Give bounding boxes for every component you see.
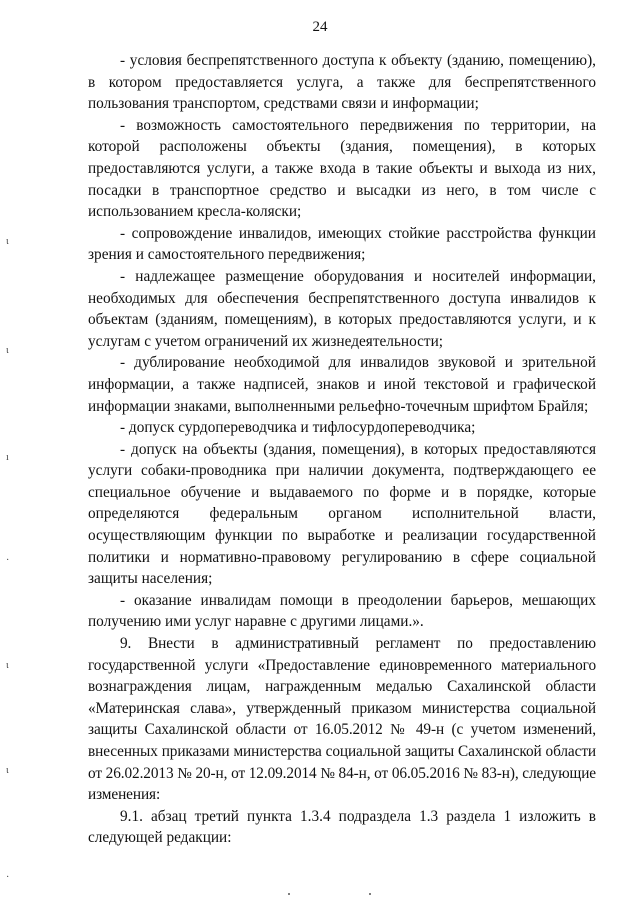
paragraph-equipment-placement: - надлежащее размещение оборудования и носителей информации, необходимых для обеспечения беспрепятственного доступа инвалидов к объектам (зданиям, помещениям), в которых предоставляются услуги, и к услугам с учетом ограничений их жизнедеятельности;: [88, 267, 596, 350]
scan-speck: ɩ: [6, 236, 9, 247]
paragraph-guide-dog: - допуск на объекты (здания, помещения), в которых предоставляются услуги собаки-проводника при наличии документа, подтверждающего ее специальное обучение и выдаваемого по форме и в порядке, которые определяются федеральным органом исполнительной власти, осуществляющим функции по выработке и реализации государственной политики и нормативно-правовому регулированию в сфере социальной защиты населения;: [88, 440, 596, 588]
scan-speck: ɩ: [6, 345, 9, 356]
scan-speck: [288, 893, 290, 895]
paragraph-information-duplication: - дублирование необходимой для инвалидов звуковой и зрительной информации, а также надписей, знаков и иной текстовой и графической информации знаками, выполненными рельефно-точечным шрифтом Брайля;: [88, 354, 596, 415]
paragraph-interpreter-admission: - допуск сурдопереводчика и тифлосурдопереводчика;: [120, 419, 476, 437]
scan-speck: ·: [6, 555, 10, 566]
document-body: [88, 50, 596, 849]
page-number: 24: [312, 19, 328, 35]
paragraph-access-conditions: - условия беспрепятственного доступа к объекту (зданию, помещению), в котором предоставляется услуга, а также для беспрепятственного пользования транспортом, средствами связи и информации;: [88, 52, 596, 113]
paragraph-escort: - сопровождение инвалидов, имеющих стойкие расстройства функции зрения и самостоятельного передвижения;: [88, 224, 596, 264]
paragraph-item-9-1: 9.1. абзац третий пункта 1.3.4 подраздела 1.3 раздела 1 изложить в следующей редакции:: [88, 807, 596, 847]
scan-speck: ·: [6, 872, 10, 883]
scan-speck: [369, 893, 371, 895]
paragraph-movement: - возможность самостоятельного передвижения по территории, на которой расположены объекты (здания, помещения), в которых предоставляются услуги, а также входа в такие объекты и выхода из них, посадки в транспортное средство и высадки из него, в том числе с использованием кресла-коляски;: [88, 116, 596, 221]
scan-speck: ɩ: [6, 660, 9, 671]
paragraph-item-9: 9. Внести в административный регламент по предоставлению государственной услуги «Предоставление единовременного материального вознаграждения лицам, награжденным медалью Сахалинской области «Материнская слава», утвержденный приказом министерства социальной защиты Сахалинской области от 16.05.2012 № 49-н (с учетом изменений, внесенных приказами министерства социальной защиты Сахалинской области от 26.02.2013 № 20-н, от 12.09.2014 № 84-н, от 06.05.2016 № 83-н), следующие изменения:: [88, 635, 596, 804]
scan-speck: ɩ: [6, 765, 9, 776]
paragraph-assistance: - оказание инвалидам помощи в преодолении барьеров, мешающих получению ими услуг наравне с другими лицами.».: [88, 591, 596, 631]
scan-speck: ı: [6, 452, 9, 463]
